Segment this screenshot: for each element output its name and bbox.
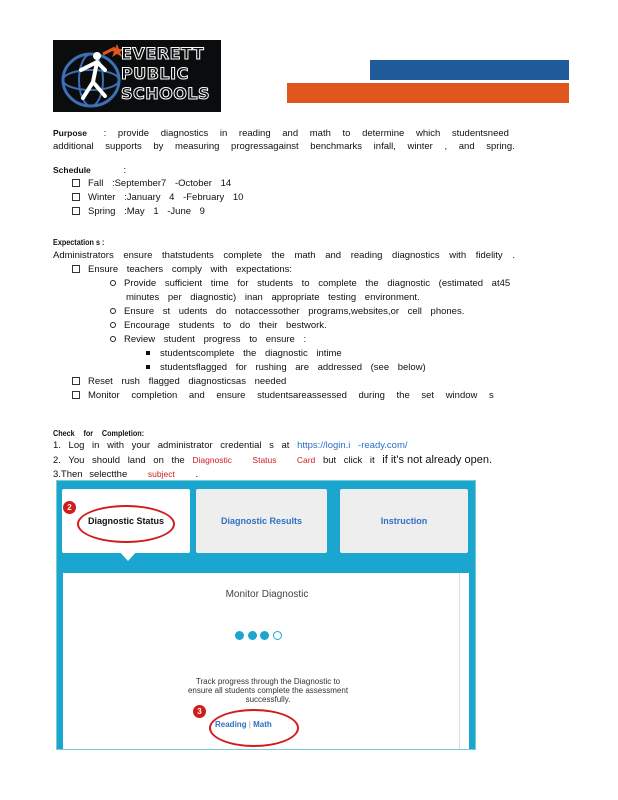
expectation-sub-item: Provide sufficient time for students to complete the diagnostic (estimated at45	[110, 278, 510, 290]
progress-dot-filled	[235, 631, 244, 640]
check-heading: Check for Completion:	[53, 428, 145, 438]
circle-bullet-icon	[110, 308, 116, 314]
header-orange-bar	[287, 83, 569, 103]
progress-dots	[235, 631, 283, 643]
progress-dot-empty	[273, 631, 282, 640]
step-badge-2: 2	[63, 501, 76, 514]
logo-line-1: EVERETT	[121, 44, 205, 63]
diagnostic-status-card-text: Diagnostic Status Card	[192, 455, 316, 465]
circle-bullet-icon	[110, 336, 116, 342]
expectation-item: Monitor completion and ensure studentsareassessed during the set window s	[72, 390, 494, 402]
schedule-colon: :	[123, 165, 127, 176]
checkbox-bullet-icon	[72, 391, 80, 399]
panel-divider	[459, 573, 460, 749]
check-step-2: 2. You should land on the Diagnostic Status Card but click it if it's not already open.	[53, 454, 493, 466]
expectation-item: Reset rush flagged diagnosticsas needed	[72, 376, 286, 388]
login-link[interactable]: https://login.i -ready.com/	[297, 440, 408, 451]
schedule-heading: Schedule	[53, 165, 91, 175]
expectation-sub-item: Encourage students to do their bestwork.	[110, 320, 327, 332]
purpose-line-1	[53, 127, 509, 140]
logo-line-2: PUBLIC	[121, 64, 189, 83]
iready-screenshot	[56, 480, 476, 750]
checkbox-bullet-icon	[72, 193, 80, 201]
schedule-item: Fall :September7 -October 14	[72, 178, 231, 190]
check-step-1: 1. Log in with your administrator credential s at https://login.i -ready.com/	[53, 440, 408, 451]
subject-text: subject	[147, 469, 175, 479]
schedule-heading-line	[53, 164, 126, 177]
checkbox-bullet-icon	[72, 207, 80, 215]
district-logo	[53, 40, 221, 112]
reading-link[interactable]: Reading	[215, 720, 247, 729]
purpose-heading: Purpose	[53, 128, 88, 138]
subject-separator: |	[248, 720, 251, 729]
math-link[interactable]: Math	[253, 720, 272, 729]
purpose-text-2: additional supports by measuring progressagainst benchmarks infall, winter , and spring.	[53, 141, 515, 152]
expectation-sub-item-cont: minutes per diagnostic) inan appropriate testing environment.	[126, 292, 420, 303]
expectations-intro: Administrators ensure thatstudents complete the math and reading diagnostics with fidelity .	[53, 250, 515, 261]
review-item: studentsflagged for rushing are addressed (see below)	[146, 362, 426, 374]
progress-dot-filled	[248, 631, 257, 640]
tab-instruction[interactable]: Instruction	[340, 489, 468, 553]
highlight-ellipse-status	[77, 505, 175, 543]
square-bullet-icon	[146, 351, 150, 355]
tab-diagnostic-results[interactable]: Diagnostic Results	[196, 489, 327, 553]
schedule-item: Winter :January 4 -February 10	[72, 192, 243, 204]
expectations-heading: Expectation s :	[53, 237, 105, 247]
checkbox-bullet-icon	[72, 265, 80, 273]
highlight-ellipse-subject	[209, 709, 299, 747]
progress-dot-filled	[260, 631, 269, 640]
active-tab-pointer	[119, 551, 137, 561]
tab-diagnostic-status[interactable]: Diagnostic Status	[62, 489, 190, 553]
circle-bullet-icon	[110, 322, 116, 328]
check-step-3: 3.Then selectthe subject .	[53, 469, 199, 480]
panel-description: Track progress through the Diagnostic to ensure all students complete the assessment successfully.	[187, 677, 349, 704]
header-blue-bar	[370, 60, 569, 80]
circle-bullet-icon	[110, 280, 116, 286]
step-badge-3: 3	[193, 705, 206, 718]
review-item: studentscomplete the diagnostic intime	[146, 348, 342, 360]
checkbox-bullet-icon	[72, 179, 80, 187]
schedule-item: Spring :May 1 -June 9	[72, 206, 205, 218]
logo-line-3: SCHOOLS	[121, 84, 211, 103]
expectation-sub-item: Review student progress to ensure :	[110, 334, 306, 346]
checkbox-bullet-icon	[72, 377, 80, 385]
panel-title: Monitor Diagnostic	[225, 589, 309, 600]
purpose-text-1: : provide diagnostics in reading and math to determine which studentsneed	[103, 128, 509, 139]
square-bullet-icon	[146, 365, 150, 369]
expectation-sub-item: Ensure st udents do notaccessother programs,websites,or cell phones.	[110, 306, 464, 318]
expectation-item: Ensure teachers comply with expectations:	[72, 264, 292, 276]
